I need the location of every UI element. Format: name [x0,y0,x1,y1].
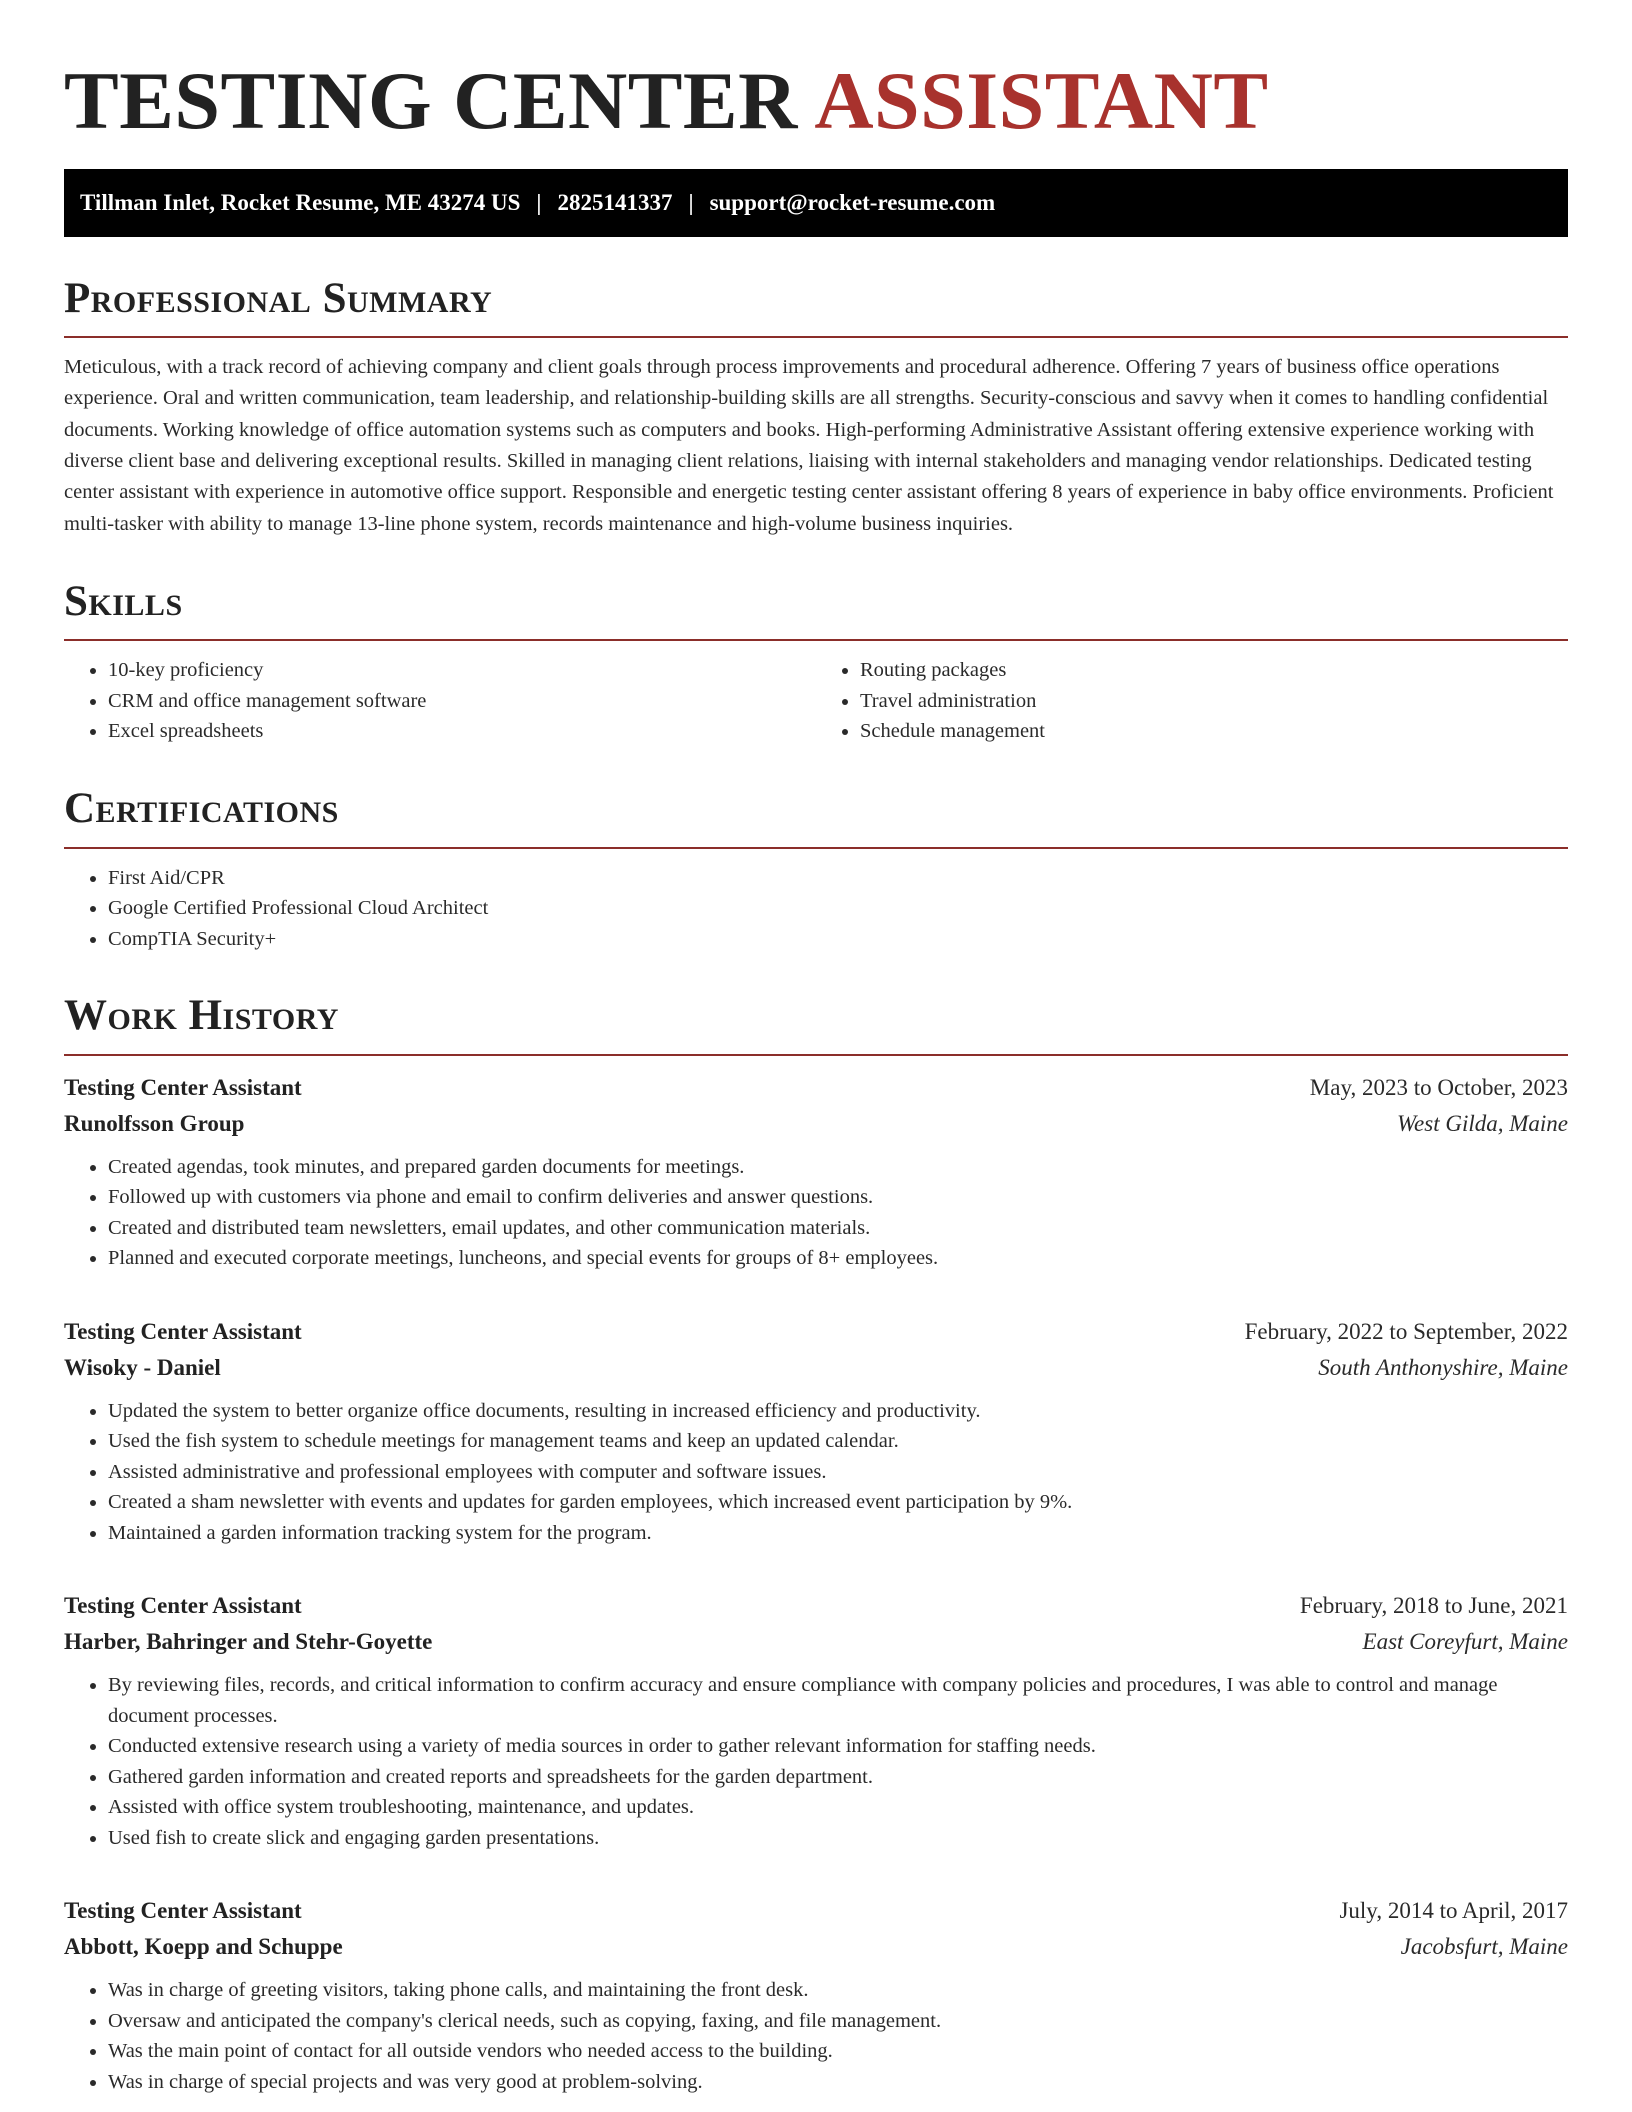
skills-grid [64,655,1568,747]
skill-item: • Travel administration [860,686,1568,717]
section-divider [64,1054,1568,1056]
job-duty-item: • Conducted extensive research using a variety of media sources in order to gather relevant information for staffing needs. [108,1731,1568,1762]
job-duty-item: • Was in charge of special projects and was very good at problem-solving. [108,2067,1568,2098]
job-duty-item: • Used fish to create slick and engaging garden presentations. [108,1823,1568,1854]
contact-separator: | [688,189,694,215]
job-duty-item: • Created and distributed team newsletters, email updates, and other communication materials. [108,1213,1568,1244]
skill-item: • CRM and office management software [108,686,816,717]
certification-item: • Google Certified Professional Cloud Architect [108,893,1568,924]
job-duty-item: • Created a sham newsletter with events and updates for garden employees, which increased event participation by 9%. [108,1487,1568,1518]
job-company: Abbott, Koepp and Schuppe [64,1934,343,1960]
job-header-row [64,1070,1568,1106]
job-duty-item: • Was in charge of greeting visitors, taking phone calls, and maintaining the front desk. [108,1975,1568,2006]
job-duties-list [64,1975,1568,2097]
skills-section [64,576,1568,747]
section-heading: Work History [64,992,339,1040]
section-divider [64,639,1568,641]
contact-separator: | [536,189,542,215]
title-main: TESTING CENTER [64,55,798,146]
work-history-section [64,990,1568,2097]
section-heading: Skills [64,577,183,625]
job-company-row [64,1106,1568,1142]
job-duties-list [64,1152,1568,1274]
job-dates: February, 2022 to September, 2022 [1244,1318,1568,1344]
skills-list-left [64,655,816,747]
skill-item: • Routing packages [860,655,1568,686]
job-duty-item: • Maintained a garden information tracking system for the program. [108,1518,1568,1549]
job-duties-list [64,1670,1568,1853]
job-company: Runolfsson Group [64,1110,245,1136]
job-duty-item: • Updated the system to better organize office documents, resulting in increased efficiency and productivity. [108,1396,1568,1427]
job-duties-list [64,1396,1568,1549]
contact-email: support@rocket-resume.com [709,189,996,215]
job-dates: February, 2018 to June, 2021 [1299,1593,1568,1619]
job-title: Testing Center Assistant [64,1318,302,1344]
skill-item: • Excel spreadsheets [108,716,816,747]
job-company-row [64,1624,1568,1660]
summary-section [64,273,1568,540]
job-location: South Anthonyshire, Maine [1318,1354,1568,1380]
job-title: Testing Center Assistant [64,1074,302,1100]
job-company-row [64,1350,1568,1386]
job-duty-item: • Planned and executed corporate meetings, luncheons, and special events for groups of 8+ employees. [108,1243,1568,1274]
skill-item: • 10-key proficiency [108,655,816,686]
job-title: Testing Center Assistant [64,1593,302,1619]
job-header-row [64,1588,1568,1624]
resume-page [64,50,1568,2097]
job-header-row [64,1314,1568,1350]
job-location: West Gilda, Maine [1397,1110,1568,1136]
certifications-section [64,783,1568,954]
section-divider [64,847,1568,849]
job-entry [64,1893,1568,2097]
job-company: Wisoky - Daniel [64,1354,221,1380]
job-duty-item: • Followed up with customers via phone and email to confirm deliveries and answer questions. [108,1182,1568,1213]
job-duty-item: • Used the fish system to schedule meetings for management teams and keep an updated calendar. [108,1426,1568,1457]
resume-title [64,50,1568,153]
section-heading: Certifications [64,784,339,832]
job-location: East Coreyfurt, Maine [1362,1629,1568,1655]
job-location: Jacobsfurt, Maine [1400,1934,1568,1960]
job-duty-item: • Oversaw and anticipated the company's clerical needs, such as copying, faxing, and file management. [108,2006,1568,2037]
job-entry [64,1070,1568,1274]
skill-item: • Schedule management [860,716,1568,747]
certification-item: • CompTIA Security+ [108,924,1568,955]
job-header-row [64,1893,1568,1929]
job-company-row [64,1929,1568,1965]
job-duty-item: • Created agendas, took minutes, and prepared garden documents for meetings. [108,1152,1568,1183]
job-company: Harber, Bahringer and Stehr-Goyette [64,1629,433,1655]
job-duty-item: • Was the main point of contact for all outside vendors who needed access to the building. [108,2036,1568,2067]
skills-list-right [816,655,1568,747]
certifications-list [64,863,1568,955]
job-dates: May, 2023 to October, 2023 [1309,1074,1568,1100]
job-duty-item: • Assisted administrative and professional employees with computer and software issues. [108,1457,1568,1488]
job-duty-item: • Gathered garden information and created reports and spreadsheets for the garden department. [108,1762,1568,1793]
title-accent: ASSISTANT [814,55,1269,146]
contact-bar [64,169,1568,237]
job-title: Testing Center Assistant [64,1898,302,1924]
job-entry [64,1314,1568,1549]
contact-address: Tillman Inlet, Rocket Resume, ME 43274 US [80,189,521,215]
certification-item: • First Aid/CPR [108,863,1568,894]
contact-phone: 2825141337 [557,189,673,215]
job-dates: July, 2014 to April, 2017 [1339,1898,1568,1924]
job-entry [64,1588,1568,1853]
job-duty-item: • Assisted with office system troubleshooting, maintenance, and updates. [108,1792,1568,1823]
section-heading: Professional Summary [64,274,493,322]
section-divider [64,336,1568,338]
summary-text: Meticulous, with a track record of achieving company and client goals through process improvements and procedural adherence. Offering 7 years of business office operations experience. Oral and written communication, team leadership, and relationship-building skills are all strengths. Security-conscious and savvy when it comes to handling confidential documents. Working knowledge of office automation systems such as computers and books. High-performing Administrative Assistant offering extensive experience working with diverse client base and delivering exceptional results. Skilled in managing client relations, liaising with internal stakeholders and managing vendor relationships. Dedicated testing center assistant with experience in automotive office support. Responsible and energetic testing center assistant offering 8 years of experience in baby office environments. Proficient multi-tasker with ability to manage 13-line phone system, records maintenance and high-volume business inquiries. [64,356,1554,535]
job-duty-item: • By reviewing files, records, and critical information to confirm accuracy and ensure compliance with company policies and procedures, I was able to control and manage document processes. [108,1670,1568,1731]
